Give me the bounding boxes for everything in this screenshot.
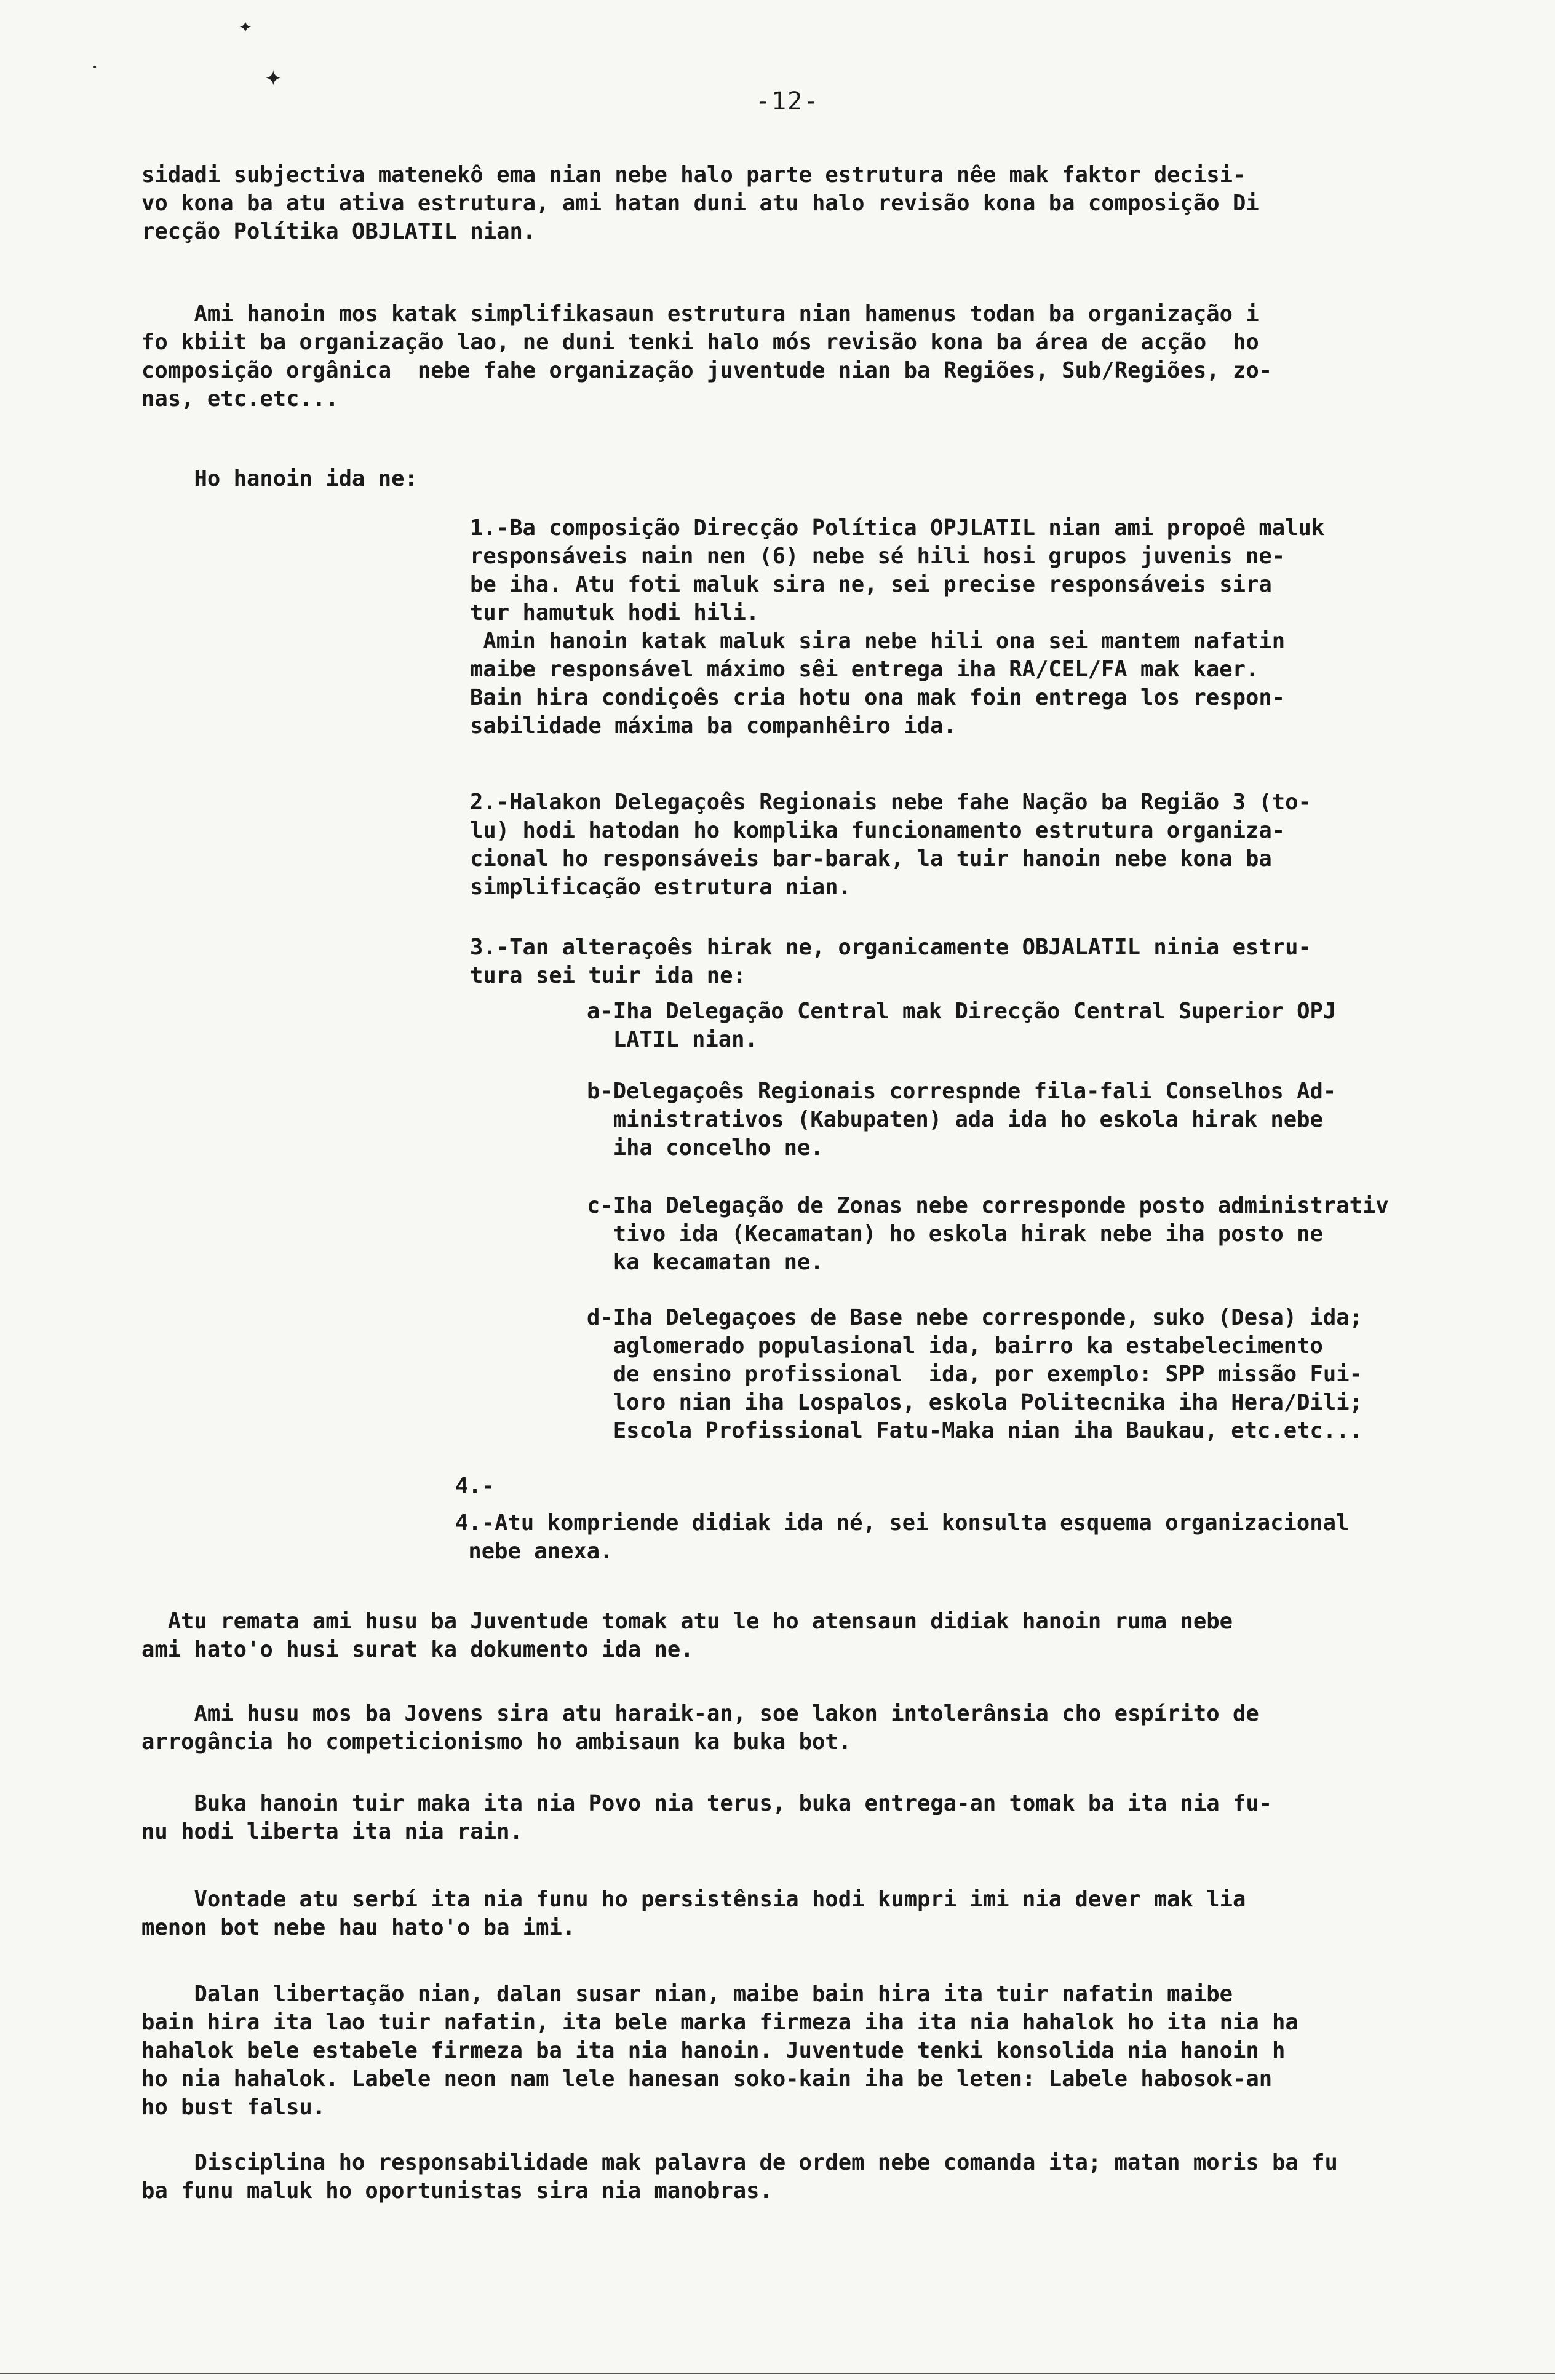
paragraph-people: Buka hanoin tuir maka ita nia Povo nia terus, buka entrega-an tomak ba ita nia fu- nu hodi liberta ita nia rain. [141, 1791, 1273, 1844]
page-bottom-edge [0, 2373, 1555, 2374]
ink-speck: ✦ [239, 18, 252, 37]
ink-speck: ✦ [264, 66, 282, 91]
paragraph-intro: sidadi subjectiva matenekô ema nian nebe halo parte estrutura nêe mak faktor decisi- vo kona ba atu ativa estrutura, ami hatan duni atu halo revisão kona ba composição Di recção Polítika OBJLATIL nian. [141, 162, 1259, 244]
paragraph-simplification: Ami hanoin mos katak simplifikasaun estrutura nian hamenus todan ba organização i fo kbiit ba organização lao, ne duni tenki halo mós revisão kona ba área de acção ho composição orgânica nebe fahe organização juventude nian ba Regiões, Sub/Regiões, zo- nas, etc.etc... [141, 301, 1273, 411]
list-item-3b: b-Delegaçoês Regionais correspnde fila-fali Conselhos Ad- ministrativos (Kabupaten) ada ida ho eskola hirak nebe iha concelho ne. [587, 1079, 1337, 1160]
list-item-4-stray: 4.- [455, 1474, 495, 1499]
list-item-3d: d-Iha Delegaçoes de Base nebe corresponde, suko (Desa) ida; aglomerado populasional ida, bairro ka estabelecimento de ensino profissional ida, por exemplo: SPP missão Fui- loro nian iha Lospalos, eskola Politecnika iha Hera/Dili; Escola Profissional Fatu-Maka nian iha Baukau, etc.etc... [587, 1305, 1362, 1443]
list-item-3a: a-Iha Delegação Central mak Direcção Central Superior OPJ LATIL nian. [587, 999, 1337, 1052]
paragraph-liberation: Dalan libertação nian, dalan susar nian, maibe bain hira ita tuir nafatin maibe bain hira ita lao tuir nafatin, ita bele marka firmeza iha ita nia hahalok ho ita nia ha hahalok bele estabele firmeza ba ita nia hanoin. Juventude tenki konsolida nia hanoin h ho nia hahalok. Labele neon nam lele hanesan soko-kain iha be leten: Labele habosok-an ho bust falsu. [141, 1981, 1298, 2120]
page-number: -12- [755, 87, 820, 116]
paragraph-humility: Ami husu mos ba Jovens sira atu haraik-an, soe lakon intolerânsia cho espírito de arrogância ho competicionismo ho ambisaun ka buka bot. [141, 1701, 1259, 1755]
paragraph-discipline: Disciplina ho responsabilidade mak palavra de ordem nebe comanda ita; matan moris ba fu ba funu maluk ho oportunistas sira nia manobras. [141, 2150, 1338, 2203]
list-item-3c: c-Iha Delegação de Zonas nebe corresponde posto administrativ tivo ida (Kecamatan) ho eskola hirak nebe iha posto ne ka kecamatan ne. [587, 1193, 1389, 1275]
paragraph-closing-request: Atu remata ami husu ba Juventude tomak atu le ho atensaun didiak hanoin ruma nebe ami hato'o husi surat ka dokumento ida ne. [141, 1609, 1233, 1662]
list-item-3: 3.-Tan alteraçoês hirak ne, organicamente OBJALATIL ninia estru- tura sei tuir ida ne: [470, 935, 1311, 988]
list-item-2: 2.-Halakon Delegaçoês Regionais nebe fahe Nação ba Região 3 (to- lu) hodi hatodan ho komplika funcionamento estrutura organiza- cional ho responsáveis bar-barak, la tuir hanoin nebe kona ba simplificação estrutura nian. [470, 790, 1311, 900]
paragraph-will: Vontade atu serbí ita nia funu ho persistênsia hodi kumpri imi nia dever mak lia menon bot nebe hau hato'o ba imi. [141, 1887, 1246, 1940]
paragraph-lead-in: Ho hanoin ida ne: [141, 466, 418, 491]
list-item-1: 1.-Ba composição Direcção Política OPJLATIL nian ami propoê maluk responsáveis nain nen (6) nebe sé hili hosi grupos juvenis ne- be iha. Atu foti maluk sira ne, sei precise responsáveis sira tur hamutuk hodi hili. Amin hanoin katak maluk sira nebe hili ona sei mantem nafatin maibe responsável máximo sêi entrega iha RA/CEL/FA mak kaer. Bain hira condiçoês cria hotu ona mak foin entrega los respon- sabilidade máxima ba companhêiro ida. [470, 515, 1325, 739]
list-item-4: 4.-Atu kompriende didiak ida né, sei konsulta esquema organizacional nebe anexa. [455, 1510, 1350, 1564]
ink-speck: • [92, 63, 98, 73]
